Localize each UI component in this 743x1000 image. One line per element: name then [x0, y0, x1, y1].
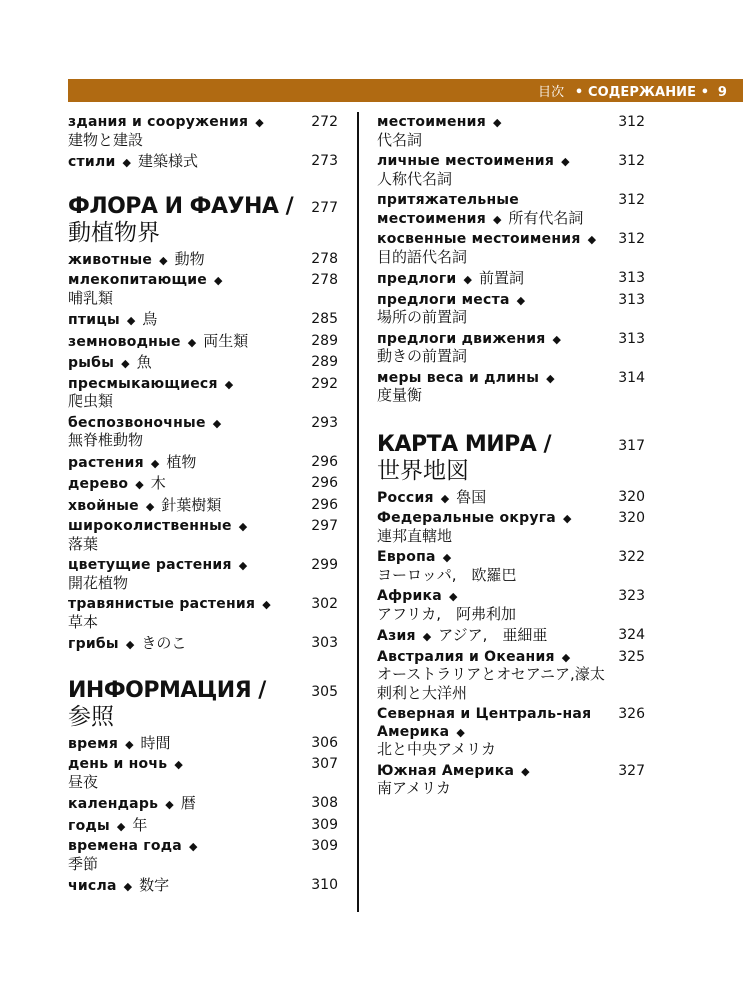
- toc-entry[interactable]: [377, 114, 645, 150]
- diamond-bullet-icon: ◆: [449, 590, 458, 603]
- entry-title-jp: 連邦直轄地: [377, 526, 453, 545]
- diamond-bullet-icon: ◆: [150, 456, 160, 470]
- diamond-bullet-icon: ◆: [224, 377, 234, 391]
- diamond-bullet-icon: ◆: [189, 840, 198, 853]
- section-title-ru: ИНФОРМАЦИЯ /: [68, 677, 266, 703]
- section-title-jp: 参照: [68, 703, 114, 730]
- diamond-bullet-icon: ◆: [187, 335, 197, 349]
- diamond-bullet-icon: ◆: [122, 156, 132, 169]
- entry-title-jp: 両生類: [203, 331, 249, 350]
- entry-page-number: 278: [311, 250, 338, 267]
- entry-title-ru: предлоги: [377, 271, 457, 287]
- toc-entry[interactable]: [68, 817, 338, 836]
- entry-page-number: 303: [311, 635, 338, 651]
- entry-page-number: 289: [311, 354, 338, 370]
- entry-title-ru: день и ночь: [68, 756, 168, 772]
- toc-group-information: [68, 735, 338, 896]
- entry-title-ru: предлоги движения: [377, 330, 546, 347]
- diamond-bullet-icon: ◆: [126, 314, 136, 327]
- diamond-bullet-icon: ◆: [563, 512, 572, 525]
- entry-title-jp: 落葉: [68, 534, 99, 553]
- entry-title-jp: 昼夜: [68, 772, 99, 791]
- toc-entry[interactable]: [68, 376, 338, 412]
- toc-left-column: [68, 114, 338, 899]
- entry-page-number: 293: [311, 414, 338, 431]
- entry-title-ru: дерево: [68, 476, 129, 492]
- toc-entry[interactable]: [377, 649, 645, 704]
- toc-entry[interactable]: [68, 272, 338, 308]
- entry-title-ru: Африка: [377, 588, 443, 604]
- diamond-bullet-icon: ◆: [456, 725, 465, 739]
- section-title-jp: 世界地図: [377, 457, 469, 484]
- diamond-bullet-icon: ◆: [125, 638, 135, 651]
- entry-title-jp: 開花植物: [68, 573, 129, 592]
- diamond-bullet-icon: ◆: [159, 253, 168, 267]
- entry-title-jp: 数字: [139, 876, 170, 894]
- diamond-bullet-icon: ◆: [516, 293, 526, 307]
- toc-entry[interactable]: [377, 510, 645, 546]
- entry-title-ru: косвенные местоимения: [377, 231, 581, 247]
- entry-title-ru: Россия: [377, 489, 434, 506]
- entry-title-jp: ヨーロッパ, 欧羅巴: [377, 565, 517, 584]
- toc-group-pronouns: [377, 114, 645, 406]
- section-heading-information[interactable]: [68, 678, 338, 731]
- entry-page-number: 285: [311, 311, 338, 327]
- header-jp-label: 目次: [538, 85, 565, 100]
- entry-title-ru: времена года: [68, 838, 182, 854]
- entry-title-jp: 南アメリカ: [377, 779, 451, 797]
- entry-page-number: 312: [618, 114, 645, 130]
- diamond-bullet-icon: ◆: [121, 357, 130, 370]
- entry-title-jp: 目的語代名詞: [377, 247, 468, 266]
- header-title: [538, 81, 743, 100]
- toc-entry[interactable]: [377, 292, 645, 328]
- entry-title-jp: 人称代名詞: [377, 169, 453, 188]
- entry-title-ru: растения: [68, 454, 144, 471]
- entry-title-ru: время: [68, 735, 119, 752]
- section-title-ru: ФЛОРА И ФАУНА /: [68, 193, 294, 219]
- entry-title-jp: 年: [132, 815, 148, 834]
- entry-page-number: 296: [311, 496, 338, 513]
- entry-page-number: 309: [311, 816, 338, 833]
- entry-title-ru: личные местоимения: [377, 153, 555, 169]
- entry-page-number: 320: [618, 488, 645, 505]
- header-page-number: 9: [717, 85, 727, 100]
- toc-entry[interactable]: [68, 735, 338, 754]
- toc-entry[interactable]: [68, 877, 338, 896]
- entry-title-jp: 季節: [68, 854, 99, 873]
- diamond-bullet-icon: ◆: [492, 212, 502, 226]
- diamond-bullet-icon: ◆: [442, 551, 452, 564]
- entry-title-jp: 爬虫類: [68, 392, 114, 410]
- diamond-bullet-icon: ◆: [116, 819, 126, 833]
- entry-page-number: 322: [618, 549, 645, 565]
- entry-page-number: 314: [618, 369, 645, 386]
- entry-page-number: 313: [618, 330, 645, 347]
- column-divider: [357, 112, 359, 912]
- entry-title-jp: 針葉樹類: [161, 495, 222, 514]
- entry-title-jp: 動物: [174, 249, 205, 268]
- entry-title-jp: 無脊椎動物: [68, 431, 144, 449]
- entry-page-number: 326: [618, 706, 645, 722]
- entry-title-ru: цветущие растения: [68, 557, 232, 573]
- entry-title-jp: オーストラリアとオセアニア,濠太剌利と大洋州: [377, 665, 605, 702]
- toc-entry[interactable]: [377, 270, 645, 289]
- toc-entry[interactable]: [68, 756, 338, 792]
- entry-page-number: 320: [618, 510, 645, 526]
- diamond-bullet-icon: ◆: [463, 273, 472, 286]
- section-title-ru: КАРТА МИРА /: [377, 431, 551, 457]
- entry-page-number: 278: [311, 272, 338, 288]
- toc-entry[interactable]: [68, 354, 338, 373]
- entry-page-number: 296: [311, 475, 338, 491]
- entry-title-jp: 場所の前置詞: [377, 308, 468, 326]
- entry-page-number: 327: [618, 762, 645, 779]
- entry-page-number: 312: [618, 192, 645, 208]
- diamond-bullet-icon: ◆: [587, 233, 597, 246]
- toc-entry[interactable]: [68, 838, 338, 874]
- entry-page-number: 302: [311, 596, 338, 612]
- toc-entry[interactable]: [377, 763, 645, 799]
- entry-title-ru: хвойные: [68, 497, 139, 514]
- toc-entry[interactable]: [68, 415, 338, 451]
- diamond-bullet-icon: ◆: [214, 274, 223, 287]
- section-heading-flora-fauna[interactable]: [68, 194, 338, 247]
- entry-page-number: 297: [311, 518, 338, 534]
- section-page-number: 305: [311, 683, 338, 700]
- diamond-bullet-icon: ◆: [255, 116, 264, 129]
- entry-page-number: 313: [618, 291, 645, 308]
- toc-entry[interactable]: [68, 475, 338, 494]
- diamond-bullet-icon: ◆: [238, 520, 248, 533]
- diamond-bullet-icon: ◆: [174, 758, 183, 771]
- entry-title-ru: предлоги места: [377, 291, 510, 308]
- entry-page-number: 310: [311, 877, 338, 893]
- entry-page-number: 272: [311, 114, 338, 130]
- entry-title-ru: птицы: [68, 312, 120, 328]
- entry-title-jp: 草本: [68, 612, 99, 631]
- diamond-bullet-icon: ◆: [212, 416, 222, 430]
- toc-entry[interactable]: [68, 557, 338, 593]
- diamond-bullet-icon: ◆: [262, 598, 271, 611]
- section-page-number: 277: [311, 199, 338, 216]
- toc-entry[interactable]: [68, 311, 338, 330]
- diamond-bullet-icon: ◆: [123, 880, 133, 893]
- toc-right-column: [377, 114, 645, 802]
- diamond-bullet-icon: ◆: [546, 371, 555, 385]
- entry-page-number: 273: [311, 153, 338, 169]
- diamond-bullet-icon: ◆: [238, 559, 248, 572]
- entry-title-jp: 魯国: [456, 487, 487, 506]
- entry-title-jp: 代名詞: [377, 130, 423, 149]
- entry-title-ru: годы: [68, 817, 110, 834]
- entry-page-number: 313: [618, 270, 645, 286]
- entry-title-ru: беспозвоночные: [68, 414, 206, 431]
- entry-title-jp: アジア, 亜細亜: [438, 626, 548, 644]
- entry-title-jp: 木: [150, 474, 166, 492]
- entry-title-ru: Европа: [377, 549, 436, 565]
- section-title-jp: 動植物界: [68, 219, 160, 246]
- entry-title-ru: Северная и Централь-ная Америка: [377, 706, 592, 740]
- entry-title-ru: Федеральные округа: [377, 510, 556, 526]
- entry-title-ru: широколиственные: [68, 518, 232, 534]
- diamond-bullet-icon: ◆: [422, 630, 432, 643]
- entry-title-jp: 北と中央アメリカ: [377, 740, 496, 758]
- toc-entry[interactable]: [68, 251, 338, 270]
- toc-entry[interactable]: [68, 454, 338, 473]
- entry-page-number: 323: [618, 588, 645, 604]
- diamond-bullet-icon: ◆: [440, 491, 450, 505]
- toc-group-architecture: [68, 114, 338, 172]
- entry-title-ru: Южная Америка: [377, 762, 515, 779]
- entry-title-jp: アフリカ, 阿弗利加: [377, 604, 517, 623]
- entry-title-jp: 所有代名詞: [508, 208, 584, 227]
- entry-title-jp: 建物と建設: [68, 130, 144, 149]
- entry-page-number: 308: [311, 795, 338, 811]
- entry-page-number: 309: [311, 838, 338, 854]
- toc-entry[interactable]: [68, 153, 338, 172]
- entry-title-ru: грибы: [68, 636, 119, 652]
- entry-page-number: 289: [311, 332, 338, 349]
- entry-title-ru: Австралия и Океания: [377, 648, 555, 665]
- entry-title-jp: 時間: [140, 733, 171, 752]
- toc-entry[interactable]: [377, 153, 645, 189]
- toc-entry[interactable]: [377, 192, 645, 228]
- entry-title-ru: животные: [68, 251, 153, 268]
- entry-title-ru: млекопитающие: [68, 272, 207, 288]
- toc-entry[interactable]: [377, 706, 645, 760]
- toc-entry[interactable]: [377, 588, 645, 624]
- toc-entry[interactable]: [68, 795, 338, 814]
- entry-title-ru: пресмыкающиеся: [68, 375, 218, 392]
- toc-entry[interactable]: [68, 114, 338, 150]
- entry-page-number: 307: [311, 756, 338, 772]
- entry-title-jp: 魚: [136, 353, 152, 371]
- entry-page-number: 292: [311, 375, 338, 392]
- entry-title-ru: меры веса и длины: [377, 369, 540, 386]
- toc-entry[interactable]: [68, 635, 338, 654]
- toc-group-flora-fauna: [68, 251, 338, 654]
- header-bullet: •: [574, 85, 584, 100]
- header-bullet: •: [700, 85, 710, 100]
- entry-title-jp: 鳥: [142, 310, 158, 328]
- entry-title-jp: 動きの前置詞: [377, 347, 468, 365]
- header-bar: [68, 79, 743, 102]
- diamond-bullet-icon: ◆: [135, 478, 144, 491]
- entry-title-ru: здания и сооружения: [68, 114, 249, 130]
- toc-entry[interactable]: [68, 497, 338, 516]
- entry-title-jp: 哺乳類: [68, 288, 114, 307]
- entry-page-number: 306: [311, 734, 338, 751]
- diamond-bullet-icon: ◆: [165, 798, 174, 811]
- entry-title-ru: травянистые растения: [68, 596, 256, 612]
- entry-page-number: 324: [618, 627, 645, 643]
- entry-title-jp: 建築様式: [138, 152, 199, 170]
- entry-title-jp: きのこ: [141, 634, 187, 652]
- entry-title-ru: притяжательные местоимения: [377, 192, 520, 227]
- entry-title-ru: местоимения: [377, 114, 486, 130]
- toc-entry[interactable]: [68, 596, 338, 632]
- entry-page-number: 296: [311, 453, 338, 470]
- toc-entry[interactable]: [377, 370, 645, 406]
- entry-title-ru: земноводные: [68, 333, 181, 350]
- header-ru-label: СОДЕРЖАНИЕ: [587, 85, 697, 100]
- entry-page-number: 312: [618, 231, 645, 247]
- section-heading-world-map[interactable]: [377, 432, 645, 485]
- entry-title-ru: календарь: [68, 796, 159, 812]
- entry-title-ru: числа: [68, 878, 117, 894]
- entry-title-ru: рыбы: [68, 355, 115, 371]
- diamond-bullet-icon: ◆: [521, 764, 530, 778]
- entry-page-number: 312: [618, 153, 645, 169]
- entry-title-jp: 暦: [180, 794, 196, 812]
- entry-page-number: 299: [311, 557, 338, 573]
- toc-entry[interactable]: [377, 627, 645, 646]
- entry-page-number: 325: [618, 648, 645, 665]
- entry-title-jp: 植物: [166, 452, 197, 471]
- entry-title-ru: стили: [68, 154, 116, 170]
- toc-entry[interactable]: [377, 331, 645, 367]
- diamond-bullet-icon: ◆: [552, 332, 561, 346]
- diamond-bullet-icon: ◆: [125, 737, 134, 751]
- toc-entry[interactable]: [68, 518, 338, 554]
- toc-entry[interactable]: [377, 549, 645, 585]
- diamond-bullet-icon: ◆: [561, 155, 570, 168]
- entry-title-jp: 前置詞: [478, 269, 524, 287]
- diamond-bullet-icon: ◆: [492, 116, 502, 129]
- toc-entry[interactable]: [68, 333, 338, 352]
- toc-entry[interactable]: [377, 489, 645, 508]
- toc-entry[interactable]: [377, 231, 645, 267]
- diamond-bullet-icon: ◆: [145, 499, 155, 513]
- entry-title-jp: 度量衡: [377, 386, 423, 404]
- section-page-number: 317: [618, 437, 645, 454]
- diamond-bullet-icon: ◆: [561, 650, 571, 664]
- toc-group-world-map: [377, 489, 645, 799]
- entry-title-ru: Азия: [377, 628, 416, 644]
